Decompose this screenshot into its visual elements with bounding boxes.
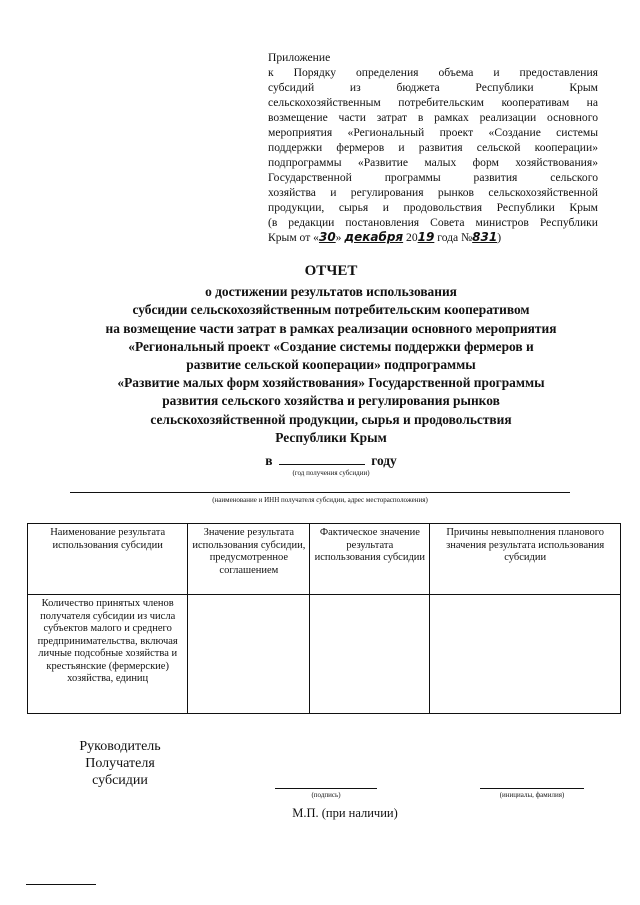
signature-hint: (подпись) — [311, 791, 341, 799]
appendix-line: субсидий из бюджета Республики Крым — [268, 81, 598, 94]
report-title: ОТЧЕТ — [304, 263, 358, 279]
title-line: на возмещение части затрат в рамках реализации основного мероприятия — [105, 320, 557, 336]
year-blank-field[interactable] — [279, 452, 365, 465]
recipient-hint: (наименование и ИНН получателя субсидии, адрес месторасположения) — [212, 496, 428, 504]
handwritten-year: 19 — [417, 230, 435, 244]
header-reasons: Причины невыполнения планового значения результата использования субсидии — [430, 524, 621, 595]
appendix-line: Приложение — [268, 51, 331, 64]
appendix-line: возмещение части затрат в рамках реализации основного — [268, 111, 598, 124]
cell-actual-value[interactable] — [310, 595, 430, 714]
name-hint: (инициалы, фамилия) — [499, 791, 565, 799]
appendix-line: поддержки фермеров и развития сельской кооперации» — [268, 141, 598, 154]
appendix-line: хозяйства и регулирования рынков сельскохозяйственной — [268, 186, 598, 199]
cell-result-name: Количество принятых членов получателя субсидии из числа субъектов малого и среднего предпринимательства, включая личные подсобные хозяйства и крестьянские (фермерские) хозяйства, единиц — [28, 595, 188, 714]
footnote-divider — [26, 884, 96, 885]
appendix-line: мероприятия «Региональный проект «Создание системы — [268, 126, 598, 139]
year-hint: (год получения субсидии) — [292, 469, 370, 477]
cell-planned-value[interactable] — [188, 595, 310, 714]
recipient-blank-field[interactable] — [70, 492, 570, 493]
appendix-line: подпрограммы «Развитие малых форм хозяйствования» — [268, 156, 598, 169]
appendix-line: сельскохозяйственным потребительским кооперативам на — [268, 96, 598, 109]
date-suffix: ) — [497, 231, 502, 244]
header-result-name: Наименование результата использования субсидии — [28, 524, 188, 595]
head-line: Получателя — [85, 756, 155, 771]
year-prefix: в — [265, 453, 273, 468]
appendix-line: к Порядку определения объема и предоставления — [268, 66, 598, 79]
title-line: сельскохозяйственной продукции, сырья и продовольствия — [150, 411, 512, 427]
appendix-block — [268, 50, 598, 245]
appendix-line: Государственной программы развития сельского — [268, 171, 598, 184]
cell-reasons[interactable] — [430, 595, 621, 714]
table-row — [28, 595, 621, 714]
title-line: «Региональный проект «Создание системы поддержки фермеров и — [128, 338, 534, 354]
appendix-line: продукции, сырья и продовольствия Республики Крым — [268, 201, 598, 214]
report-title-block — [40, 262, 622, 447]
date-prefix: Крым от « — [268, 231, 319, 244]
handwritten-day: 30 — [318, 230, 336, 244]
year-line — [40, 452, 622, 469]
title-line: «Развитие малых форм хозяйствования» Государственной программы — [117, 375, 545, 391]
title-line: субсидии сельскохозяйственным потребительским кооперативом — [132, 302, 530, 318]
head-line: Руководитель — [79, 739, 161, 754]
appendix-line: (в редакции постановления Совета министров Республики — [268, 216, 598, 229]
date-sep: » — [335, 231, 345, 244]
appendix-date-line — [268, 230, 598, 245]
header-planned-value: Значение результата использования субсидии, предусмотренное соглашением — [188, 524, 310, 595]
year-suffix: году — [371, 453, 397, 468]
head-title — [60, 738, 180, 789]
handwritten-number: 831 — [472, 230, 498, 244]
results-table — [27, 523, 621, 714]
title-line: Республики Крым — [275, 429, 387, 445]
stamp-note: М.П. (при наличии) — [292, 806, 398, 820]
table-header-row — [28, 524, 621, 595]
name-blank-field[interactable] — [480, 788, 584, 789]
head-line: субсидии — [92, 773, 148, 788]
title-line: о достижении результатов использования — [205, 284, 457, 300]
date-century: 20 — [403, 231, 418, 244]
signature-blank-field[interactable] — [275, 788, 377, 789]
handwritten-month: декабря — [344, 230, 404, 244]
date-mid: года № — [434, 231, 473, 244]
header-actual-value: Фактическое значение результата использования субсидии — [310, 524, 430, 595]
title-line: развитие сельской кооперации» подпрограммы — [186, 357, 476, 373]
title-line: развития сельского хозяйства и регулирования рынков — [162, 393, 500, 409]
